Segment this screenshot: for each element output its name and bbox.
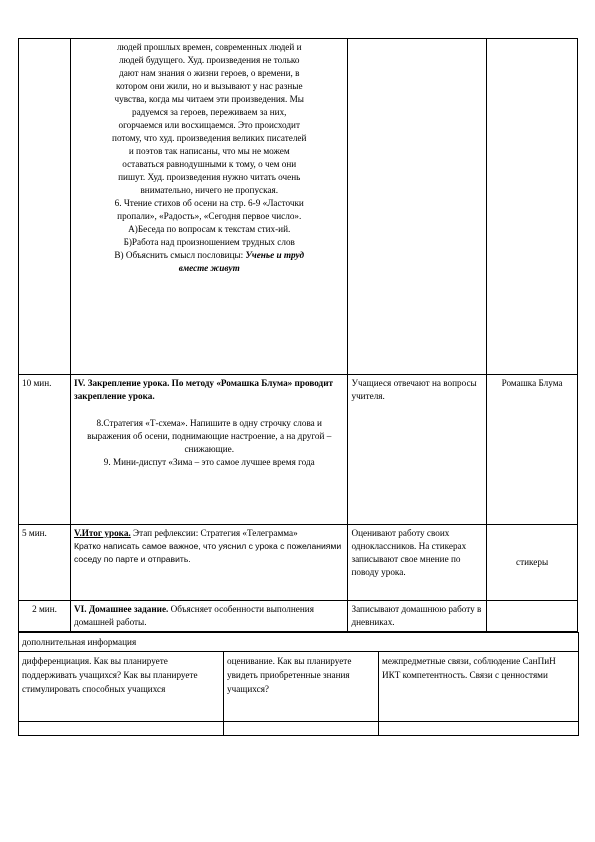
table-row [19,375,578,525]
text-line: котором они жили, но и вызывают у нас разные [115,81,303,91]
table-row [19,525,578,601]
text-line: потому, что худ. произведения великих писателей [112,133,307,143]
proverb-line [74,249,344,275]
empty-cell [19,722,224,736]
teacher-activity-cell [71,601,348,632]
table-row [19,633,579,652]
proverb-intro: В) Объяснить смысл пословицы: [114,250,246,260]
resources-cell: стикеры [487,525,578,601]
teacher-activity-cell [71,39,348,375]
empty-cell [224,722,379,736]
table-row [19,601,578,632]
stage-rest: Этап рефлексии: Стратегия «Телеграмма» [130,528,298,538]
stage-title: VI. Домашнее задание. [74,604,169,614]
students-activity-cell: Учащиеся отвечают на вопросы учителя. [348,375,487,525]
cross-curricular-cell: межпредметные связи, соблюдение СанПиН ИКТ компетентность. Связи с ценностями [379,652,579,722]
additional-info-header: дополнительная информация [19,633,579,652]
text-line: чувства, когда мы читаем эти произведения. Мы [114,94,304,104]
text-line: людей будущего. Худ. произведения не только [118,55,300,65]
time-cell: 5 мин. [19,525,71,601]
text-line: 6. Чтение стихов об осени на стр. 6-9 «Ласточки [114,198,304,208]
resources-cell: Ромашка Блума [487,375,578,525]
students-activity-cell [348,39,487,375]
table-row [19,722,579,736]
stage-line [74,603,344,629]
additional-info-table [18,632,579,736]
teacher-activity-cell [71,525,348,601]
text-line: огорчаемся или восхищаемся. Это происходит [118,120,300,130]
teacher-activity-text [74,41,344,249]
lesson-table [18,38,578,632]
assessment-cell: оценивание. Как вы планируете увидеть приобретенные знания учащихся? [224,652,379,722]
text-line: А)Беседа по вопросам к текстам стих-ий. [128,224,291,234]
table-row [19,39,578,375]
resources-cell [487,39,578,375]
text-line: дают нам знания о жизни героев, о времени, в [119,68,300,78]
debate-text: 9. Мини-диспут «Зима – это самое лучшее время года [103,457,315,467]
empty-cell [379,722,579,736]
teacher-activity-cell [71,375,348,525]
students-activity-cell: Записывают домашнюю работу в дневниках. [348,601,487,632]
stage-title: V.Итог урока. [74,528,131,538]
resources-cell [487,601,578,632]
text-line: людей прошлых времен, современных людей и [116,42,302,52]
text-line: пишут. Худ. произведения нужно читать очень [118,172,301,182]
text-line: радуемся за героев, переживаем за них, [131,107,287,117]
lesson-plan [18,38,578,736]
differentiation-cell: дифференциация. Как вы планируете поддерживать учащихся? Как вы планируете стимулировать способных учащихся [19,652,224,722]
strategy-text: 8.Стратегия «Т-схема». Напишите в одну строчку слова и выражения об осени, поднимающие настроение, а на другой – снижающие. [87,418,332,454]
text-line: и поэтов так написаны, что мы не можем [128,146,290,156]
text-line: пропали», «Радость», «Сегодня первое число». [117,211,302,221]
time-cell: 2 мин. [19,601,71,632]
time-cell [19,39,71,375]
proverb-text: Ученье и труд вместе живут [178,250,305,273]
time-cell: 10 мин. [19,375,71,525]
stage-rest: Объясняет особенности выполнения домашней работы. [74,604,314,627]
text-line: Б)Работа над произношением трудных слов [123,237,295,247]
text-line: оставаться равнодушными к тому, о чем они [122,159,297,169]
table-row [19,652,579,722]
stage-line [74,527,344,540]
students-activity-cell: Оценивают работу своих одноклассников. На стикерах записывают свое мнение по поводу урока. [348,525,487,601]
task-text: Кратко написать самое важное, что уяснил с урока с пожеланиями соседу по парте и отправить. [74,541,342,564]
text-line: внимательно, ничего не пропуская. [140,185,279,195]
stage-title: IV. Закрепление урока. По методу «Ромашка Блума» проводит закрепление урока. [74,378,334,401]
